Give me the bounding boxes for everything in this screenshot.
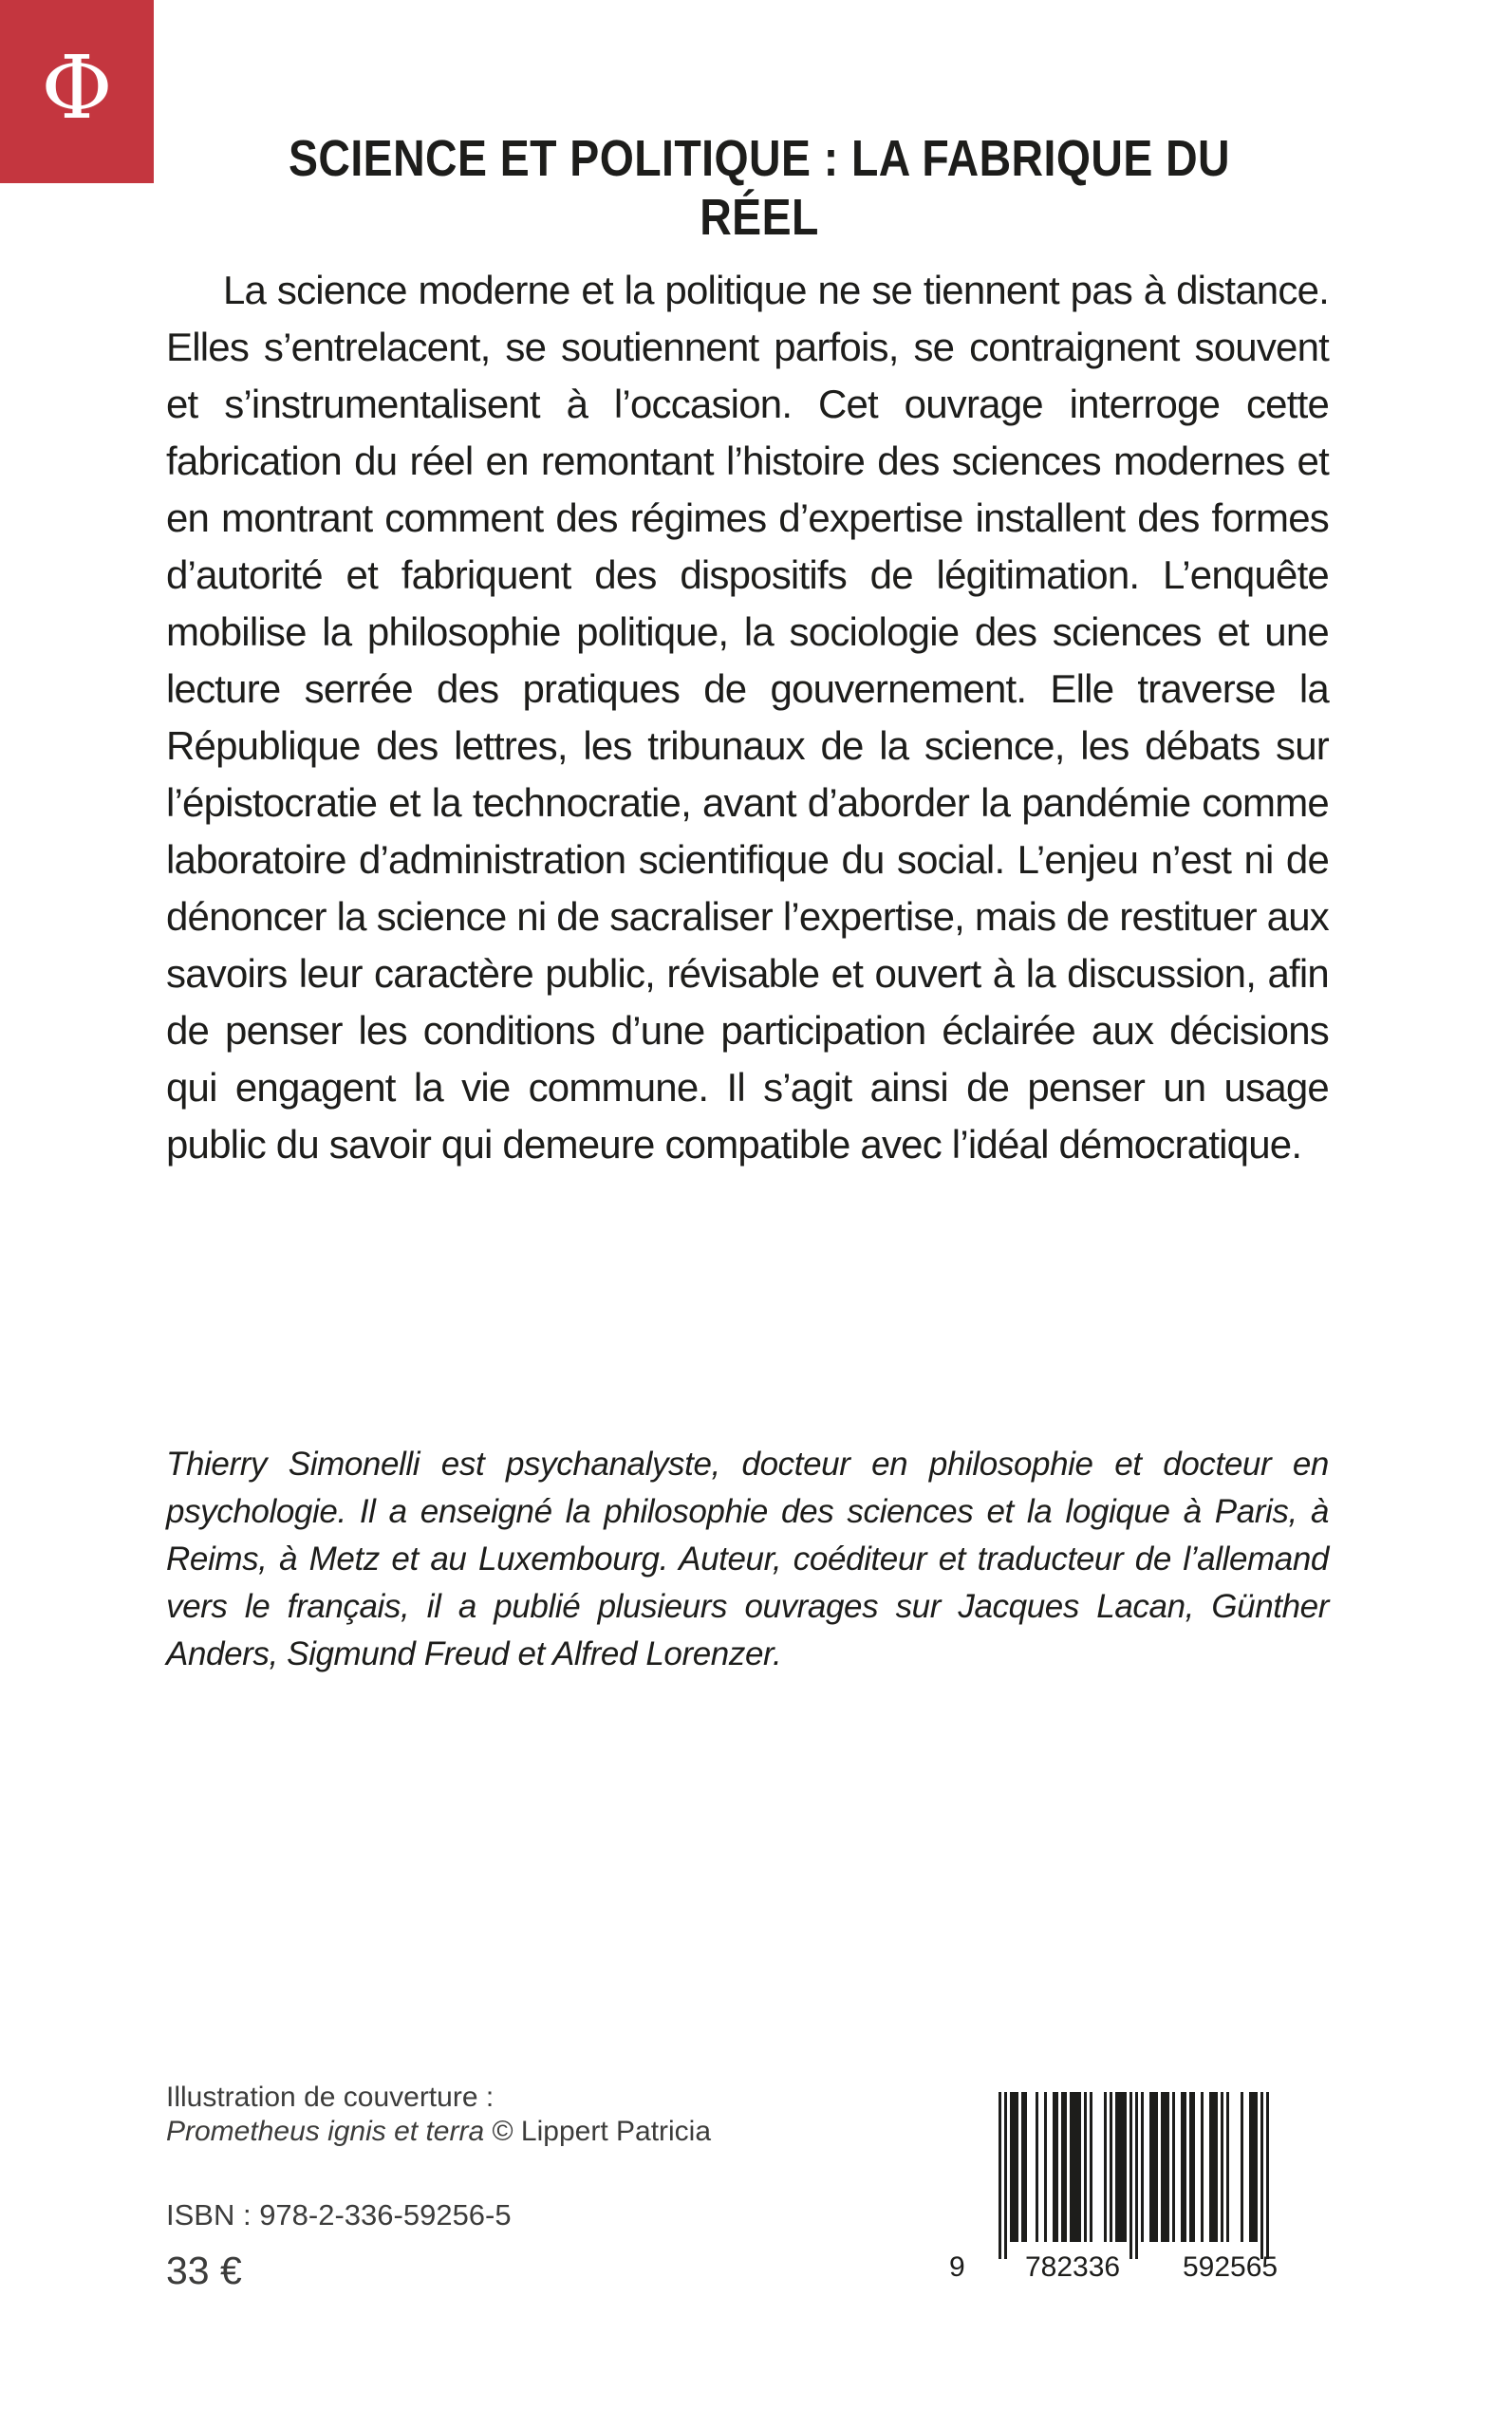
barcode-bar [1215, 2092, 1218, 2242]
barcode-bar [1184, 2092, 1186, 2242]
barcode-bar [1172, 2092, 1175, 2242]
book-title: SCIENCE ET POLITIQUE : LA FABRIQUE DU RÉEL [288, 130, 1231, 246]
barcode-bar [1061, 2092, 1064, 2242]
barcode-bar [1021, 2092, 1024, 2242]
cover-credit-label: Illustration de couverture : [166, 2082, 495, 2113]
barcode-bar [1013, 2092, 1016, 2242]
barcode-bar [1053, 2092, 1055, 2242]
barcode-bar [1255, 2092, 1258, 2242]
barcode-bar [1249, 2092, 1252, 2242]
barcode-bar [1149, 2092, 1152, 2242]
barcode-bar [1064, 2092, 1067, 2242]
barcode-bar [1075, 2092, 1078, 2242]
barcode-bar [1226, 2092, 1229, 2242]
barcode-bar [1167, 2092, 1169, 2242]
cover-artwork-title: Prometheus ignis et terra [166, 2116, 485, 2147]
barcode-bar [1004, 2092, 1007, 2259]
barcode-bar [1024, 2092, 1027, 2242]
barcode-bar [1141, 2092, 1144, 2242]
barcode-bar [1016, 2092, 1018, 2242]
barcode-bar [1104, 2092, 1107, 2242]
barcode-first-digit: 9 [949, 2251, 965, 2283]
cover-credit-line [166, 2115, 711, 2149]
book-summary: La science moderne et la politique ne se tiennent pas à distance. Elles s’entrelacent, se soutiennent parfois, se contraignent souvent et s’instrumentalisent à l’occasion. Cet ouvrage interroge cette fabrication du réel en remontant l’histoire des sciences modernes et en montrant comment des régimes d’expertise installent des formes d’autorité et fabriquent des dispositifs de légitimation. L’enquête mobilise la philosophie politique, la sociologie des sciences et une lecture serrée des pratiques de gouvernement. Elle traverse la République des lettres, les tribunaux de la science, les débats sur l’épistocratie et la technocratie, avant d’aborder la pandémie comme laboratoire d’administration scientifique du social. L’enjeu n’est ni de dénoncer la science ni de sacraliser l’expertise, mais de restituer aux savoirs leur caractère public, révisable et ouvert à la discussion, afin de penser les conditions d’une participation éclairée aux décisions qui engagent la vie commune. Il s’agit ainsi de penser un usage public du savoir qui demeure compatible avec l’idéal démocratique. [166, 268, 1329, 1167]
barcode-bar [1252, 2092, 1255, 2242]
barcode-bar [1090, 2092, 1092, 2242]
author-name: Thierry Simonelli [166, 1446, 420, 1483]
barcode-bar [1078, 2092, 1081, 2242]
barcode-digits [949, 2251, 1319, 2289]
barcode-bar [1212, 2092, 1215, 2242]
barcode-bar [1084, 2092, 1087, 2242]
barcode-bar [1161, 2092, 1164, 2242]
barcode-bar [1241, 2092, 1243, 2242]
barcode-bar [1121, 2092, 1124, 2242]
barcode-bar [1266, 2092, 1269, 2259]
barcode-bar [1055, 2092, 1058, 2242]
phi-logo-icon: Φ [41, 36, 113, 139]
barcode-bar [1124, 2092, 1127, 2242]
barcode-bar [1115, 2092, 1118, 2242]
barcode-bar [999, 2092, 1001, 2259]
publisher-logo [0, 0, 154, 183]
barcode-bar [1260, 2092, 1263, 2259]
barcode-bars [949, 2088, 1319, 2259]
price: 33 € [166, 2249, 242, 2292]
barcode-bar [1164, 2092, 1167, 2242]
barcode-bar [1036, 2092, 1038, 2242]
barcode-bar [1110, 2092, 1112, 2242]
cover-credit [166, 2081, 711, 2149]
author-bio [166, 1441, 1329, 1678]
barcode-bar [1209, 2092, 1212, 2242]
cover-artwork-rights: © Lippert Patricia [484, 2116, 712, 2147]
barcode-bar [1201, 2092, 1204, 2242]
barcode-bar [1070, 2092, 1073, 2242]
author-bio-text: est psychanalyste, docteur en philosophie et docteur en psychologie. Il a enseigné la philosophie des sciences et la logique à Paris, à Reims, à Metz et au Luxembourg. Auteur, coéditeur et traducteur de l’allemand vers le français, il a publié plusieurs ouvrages sur Jacques Lacan, Günther Anders, Sigmund Freud et Alfred Lorenzer. [166, 1446, 1329, 1672]
barcode-bar [1135, 2092, 1138, 2259]
barcode-bar [1129, 2092, 1132, 2259]
barcode-bar [1221, 2092, 1223, 2242]
barcode-bar [1073, 2092, 1075, 2242]
barcode-bar [1118, 2092, 1121, 2242]
barcode-bar [1192, 2092, 1195, 2242]
barcode-bar [1044, 2092, 1047, 2242]
barcode-bar [1189, 2092, 1192, 2242]
isbn: ISBN : 978-2-336-59256-5 [166, 2198, 512, 2232]
barcode-left-group: 782336 [1025, 2251, 1121, 2283]
barcode [949, 2088, 1319, 2259]
barcode-bar [1152, 2092, 1155, 2242]
barcode-bar [1181, 2092, 1184, 2242]
barcode-bar [1010, 2092, 1013, 2242]
barcode-right-group: 592565 [1183, 2251, 1279, 2283]
barcode-bar [1155, 2092, 1158, 2242]
